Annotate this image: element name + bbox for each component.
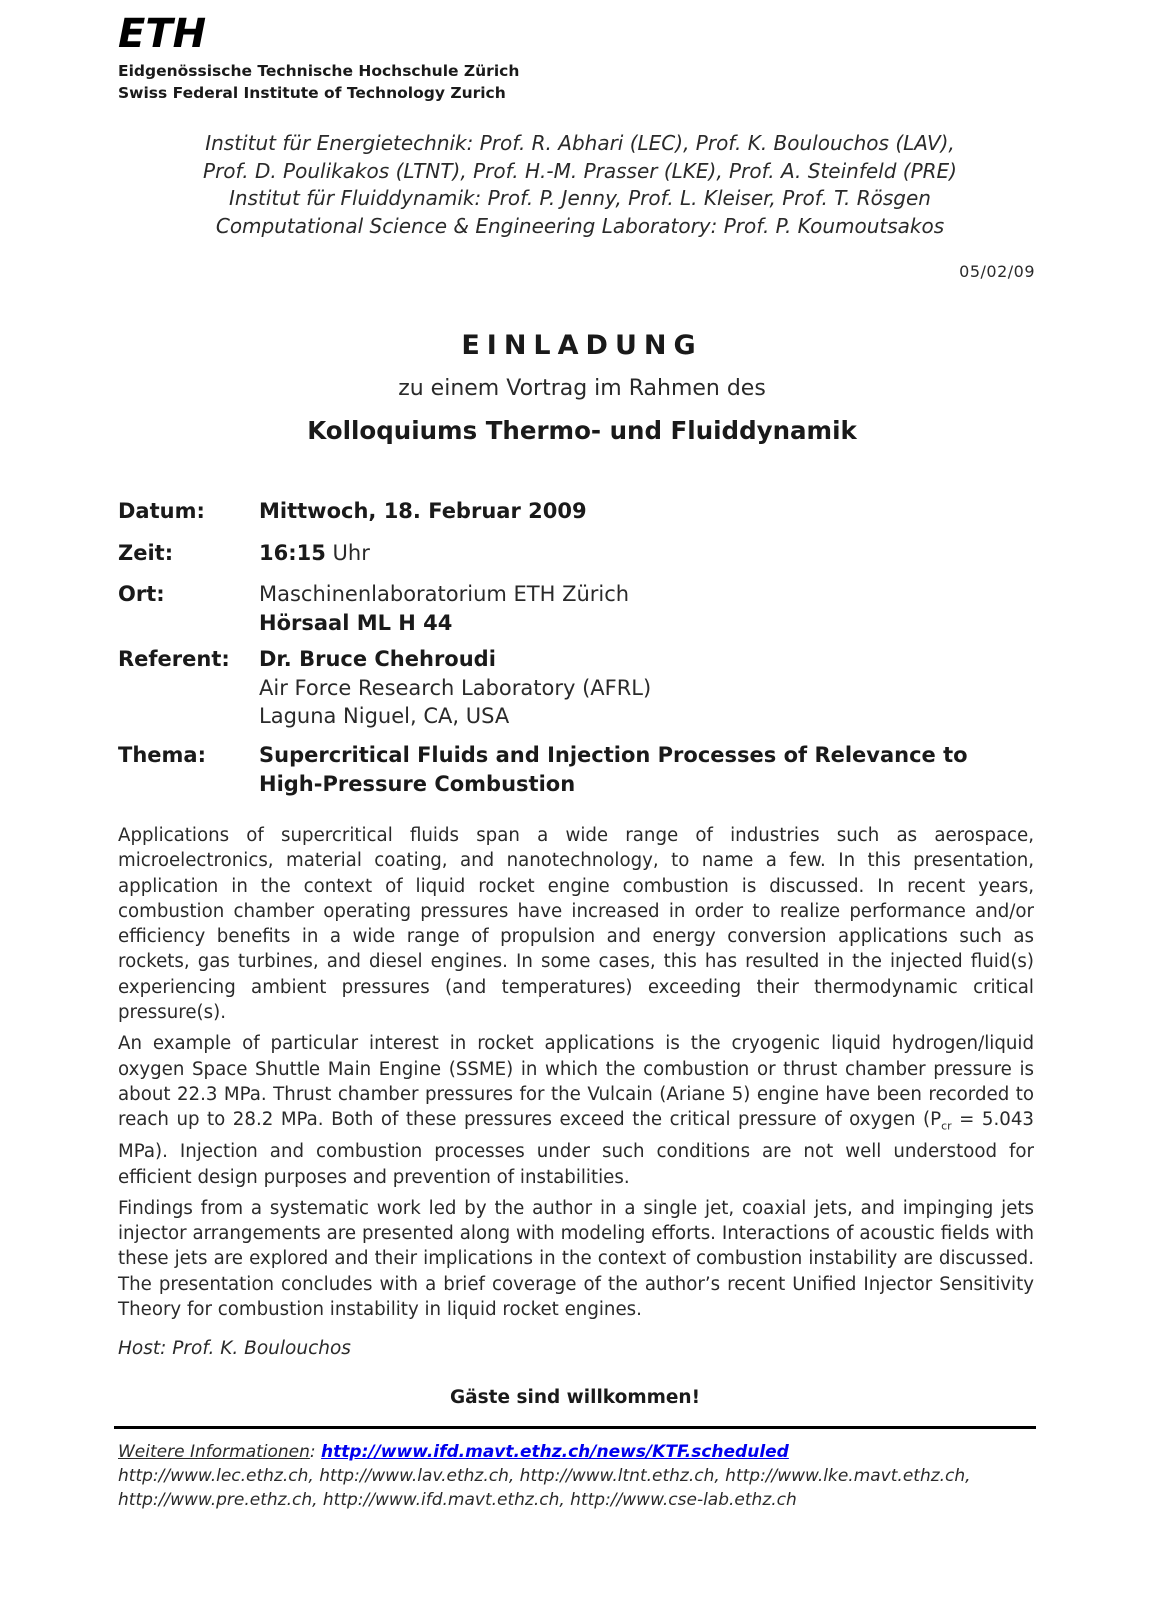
invitation-subtitle: zu einem Vortrag im Rahmen des [398, 376, 766, 401]
institutes-list [130, 130, 1030, 240]
referent-name: Dr. Bruce Chehroudi [259, 647, 496, 671]
referent-org: Air Force Research Laboratory (AFRL) [259, 675, 652, 700]
ort-room: Hörsaal ML H 44 [259, 610, 453, 635]
welcome-note: Gäste sind willkommen! [449, 1387, 701, 1408]
pressure-subscript: cr [941, 1119, 952, 1133]
datum-label: Datum: [118, 499, 205, 523]
abstract [118, 823, 1034, 1328]
ort-building: Maschinenlaboratorium ETH Zürich [259, 582, 630, 606]
ort-label: Ort: [118, 582, 165, 606]
colloquium-title: Kolloquiums Thermo- und Fluiddynamik [307, 416, 857, 445]
institute-links: http://www.pre.ethz.ch, http://www.ifd.mavt.ethz.ch, http://www.cse-lab.ethz.ch [118, 1490, 797, 1510]
more-info-line [118, 1440, 1048, 1464]
zeit-time: 16:15 [259, 541, 326, 565]
institute-links: http://www.lec.ethz.ch, http://www.lav.ethz.ch, http://www.ltnt.ethz.ch, http://www.lke.mavt.ethz.ch, [118, 1466, 971, 1486]
ktf-schedule-link[interactable]: http://www.ifd.mavt.ethz.ch/news/KTF.scheduled [321, 1442, 789, 1462]
document-date: 05/02/09 [959, 262, 1035, 281]
datum-value [259, 497, 1039, 526]
zeit-value [259, 539, 1039, 568]
institutes-line: Prof. D. Poulikakos (LTNT), Prof. H.-M. Prasser (LKE), Prof. A. Steinfeld (PRE) [203, 158, 957, 183]
footer-divider [114, 1426, 1036, 1429]
referent-value [259, 645, 1039, 731]
eth-logo [118, 14, 220, 50]
datum-text: Mittwoch, 18. Februar 2009 [259, 499, 587, 523]
abstract-paragraph [118, 1031, 1034, 1189]
zeit-label: Zeit: [118, 541, 174, 565]
zeit-unit: Uhr [325, 541, 370, 565]
institutes-line: Computational Science & Engineering Laboratory: Prof. P. Koumoutsakos [215, 213, 945, 238]
thema-label: Thema: [118, 743, 206, 767]
thema-text: Supercritical Fluids and Injection Processes of Relevance to High-Pressure Combustion [259, 743, 968, 796]
referent-location: Laguna Niguel, CA, USA [259, 704, 510, 728]
institution-name-en: Swiss Federal Institute of Technology Zurich [118, 84, 506, 102]
referent-label: Referent: [118, 647, 230, 671]
more-info-colon: : [309, 1442, 322, 1462]
thema-value [259, 741, 979, 798]
host: Host: Prof. K. Boulouchos [118, 1338, 351, 1359]
more-info-label: Weitere Informationen [118, 1442, 310, 1462]
ort-value [259, 580, 1039, 637]
institution-name-de: Eidgenössische Technische Hochschule Zürich [118, 62, 520, 80]
institutes-line: Institut für Fluiddynamik: Prof. P. Jenny, Prof. L. Kleiser, Prof. T. Rösgen [229, 186, 931, 210]
footer-links [118, 1440, 1048, 1512]
abstract-text: = 5.043 MPa). Injection and combustion processes under such conditions are not well understood for efficient design purposes and prevention of instabilities. [118, 1109, 1034, 1188]
invitation-title: EINLADUNG [461, 330, 703, 361]
eth-logo-text: ETH [118, 14, 207, 50]
abstract-paragraph: Findings from a systematic work led by the author in a single jet, coaxial jets, and impinging jets injector arrangements are presented along with modeling efforts. Interactions of acoustic fields with these jets are explored and their implications in the context of combustion instability are discussed. The presentation concludes with a brief coverage of the author’s recent Unified Injector Sensitivity Theory for combustion instability in liquid rocket engines. [118, 1197, 1034, 1320]
abstract-text: An example of particular interest in rocket applications is the cryogenic liquid hydrogen/liquid oxygen Space Shuttle Main Engine (SSME) in which the combustion or thrust chamber pressure is about 22.3 MPa. Thrust chamber pressures for the Vulcain (Ariane 5) engine have been recorded to reach up to 28.2 MPa. Both of these pressures exceed the critical pressure of oxygen (P [118, 1033, 1034, 1131]
abstract-paragraph: Applications of supercritical fluids span a wide range of industries such as aerospace, microelectronics, material coating, and nanotechnology, to name a few. In this presentation, application in the context of liquid rocket engine combustion is discussed. In recent years, combustion chamber operating pressures have increased in order to realize performance and/or efficiency benefits in a wide range of propulsion and energy conversion applications such as rockets, gas turbines, and diesel engines. In some cases, this has resulted in the injected fluid(s) experiencing ambient pressures (and temperatures) exceeding their thermodynamic critical pressure(s). [118, 825, 1034, 1024]
institutes-line: Institut für Energietechnik: Prof. R. Abhari (LEC), Prof. K. Boulouchos (LAV), [205, 131, 955, 155]
